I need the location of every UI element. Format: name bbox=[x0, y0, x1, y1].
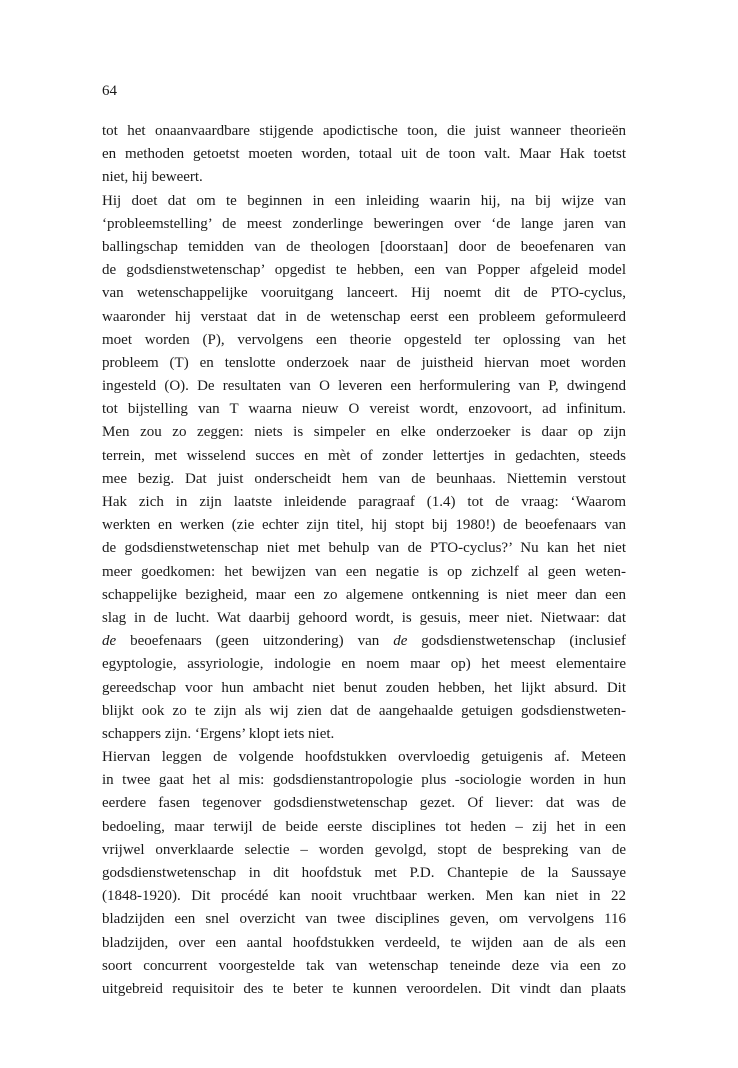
text-line: terrein, met wisselend succes en mèt of zonder lettertjes in gedachten, steeds bbox=[102, 447, 626, 464]
text-line: soort concurrent voorgestelde tak van wetenschap teneinde deze via een zo bbox=[102, 957, 626, 974]
text-line: niet, hij beweert. bbox=[102, 169, 203, 186]
text-line: en methoden getoetst moeten worden, totaal uit de toon valt. Maar Hak toetst bbox=[102, 146, 626, 163]
text-span: godsdienstwetenschap (inclusief bbox=[407, 633, 626, 650]
text-line: (1848-1920). Dit procédé kan nooit vruchtbaar werken. Men kan niet in 22 bbox=[102, 888, 626, 905]
emphasis-text: de bbox=[393, 633, 408, 650]
text-line: ballingschap temidden van de theologen [doorstaan] door de beoefenaren van bbox=[102, 238, 626, 255]
text-line: bedoeling, maar terwijl de beide eerste disciplines tot heden – zij het in een bbox=[102, 818, 626, 835]
text-span: beoefenaars (geen uitzondering) van bbox=[116, 633, 394, 650]
text-line: Hak zich in zijn laatste inleidende paragraaf (1.4) tot de vraag: ‘Waarom bbox=[102, 494, 626, 510]
body-text bbox=[102, 120, 626, 1001]
text-line: Hij doet dat om te beginnen in een inleiding waarin hij, na bij wijze van bbox=[102, 192, 626, 209]
emphasis-text: de bbox=[102, 633, 117, 650]
text-line: slag in de lucht. Wat daarbij gehoord wordt, is gesuis, meer niet. Nietwaar: dat bbox=[102, 609, 626, 626]
text-line: tot het onaanvaardbare stijgende apodictische toon, die juist wanneer theorieën bbox=[102, 123, 626, 139]
text-line: waaronder hij verstaat dat in de wetenschap eerst een probleem geformuleerd bbox=[102, 308, 626, 325]
text-line: gereedschap voor hun ambacht niet benut zouden hebben, het lijkt absurd. Dit bbox=[102, 679, 626, 696]
text-line: schappelijke bezigheid, maar een zo algemene ontkenning is niet meer dan een bbox=[102, 586, 626, 603]
page-number: 64 bbox=[102, 83, 117, 99]
text-line: bladzijden een snel overzicht van twee disciplines geven, om vervolgens 116 bbox=[102, 911, 626, 928]
text-line: bladzijden, over een aantal hoofdstukken verdeeld, te wijden aan de als een bbox=[102, 934, 626, 951]
text-line: Men zou zo zeggen: niets is simpeler en elke onderzoeker is daar op zijn bbox=[102, 424, 626, 441]
text-line: blijkt ook zo te zijn als wij zien dat de aangehaalde getuigen godsdienstweten- bbox=[102, 702, 626, 719]
text-line: moet worden (P), vervolgens een theorie opgesteld ter oplossing van het bbox=[102, 331, 626, 348]
text-line: vrijwel onverklaarde selectie – worden gevolgd, stopt de bespreking van de bbox=[102, 841, 626, 858]
text-line: egyptologie, assyriologie, indologie en noem maar op) het meest elementaire bbox=[102, 656, 626, 673]
text-line: eerdere fasen tegenover godsdienstwetenschap gezet. Of liever: dat was de bbox=[102, 795, 626, 812]
text-line: Hiervan leggen de volgende hoofdstukken overvloedig getuigenis af. Meteen bbox=[102, 749, 626, 766]
text-line: in twee gaat het al mis: godsdienstantropologie plus -sociologie worden in hun bbox=[102, 772, 626, 789]
text-line: werkten en werken (zie echter zijn titel, hij stopt bij 1980!) de beoefenaars van bbox=[102, 517, 626, 534]
text-line: ‘probleemstelling’ de meest zonderlinge beweringen over ‘de lange jaren van bbox=[102, 215, 626, 232]
text-line bbox=[102, 630, 626, 653]
text-line: godsdienstwetenschap in dit hoofdstuk met P.D. Chantepie de la Saussaye bbox=[102, 865, 626, 881]
text-line: van wetenschappelijke vooruitgang lanceert. Hij noemt dit de PTO-cyclus, bbox=[102, 285, 626, 302]
text-line: meer goedkomen: het bewijzen van een negatie is op zichzelf al geen weten- bbox=[102, 563, 626, 580]
text-line: schappers zijn. ‘Ergens’ klopt iets niet. bbox=[102, 725, 335, 742]
text-line: mee bezig. Dat juist onderscheidt hem van de beunhaas. Niettemin verstout bbox=[102, 470, 626, 487]
text-line: de godsdienstwetenschap’ opgedist te hebben, een van Popper afgeleid model bbox=[102, 262, 626, 279]
text-line: probleem (T) en tenslotte onderzoek naar de juistheid hiervan moet worden bbox=[102, 354, 626, 371]
text-line: tot bijstelling van T waarna nieuw O vereist wordt, enzovoort, ad infinitum. bbox=[102, 401, 626, 418]
text-line: de godsdienstwetenschap niet met behulp van de PTO-cyclus?’ Nu kan het niet bbox=[102, 540, 626, 557]
text-line: ingesteld (O). De resultaten van O leveren een herformulering van P, dwingend bbox=[102, 378, 626, 395]
text-line: uitgebreid requisitoir des te beter te kunnen veroordelen. Dit vindt dan plaats bbox=[102, 980, 626, 997]
